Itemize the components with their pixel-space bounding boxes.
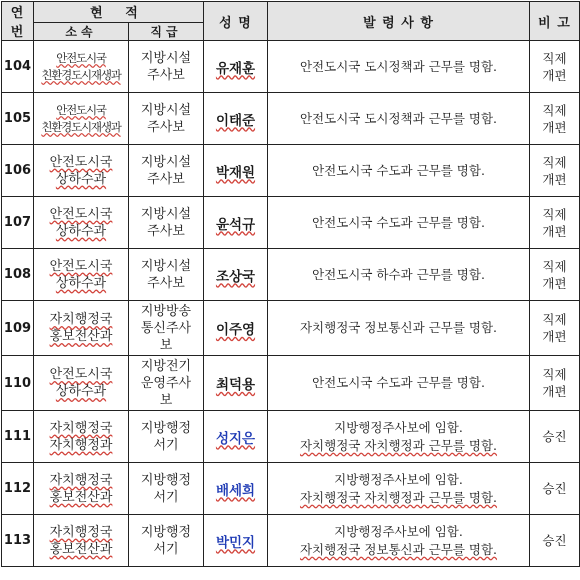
header-row-top: [2, 2, 580, 23]
order-line-2: 자치행정국 자치행정과 근무를 명함.: [299, 489, 498, 505]
current-department: [34, 249, 129, 301]
remark-line-2: 개편: [542, 171, 567, 187]
grade-line-2: 주사보: [147, 223, 185, 239]
order-line-1: 안전도시국 하수과 근무를 명함.: [312, 266, 485, 282]
grade-line-2: 주사보: [147, 171, 185, 187]
remark-line-1: 직제: [542, 258, 567, 274]
serial-number: 113: [2, 515, 34, 567]
department-division: 친환경도시재생과: [41, 119, 121, 134]
order-details: [268, 301, 530, 356]
grade-line-3: 보: [159, 392, 173, 408]
current-grade: [129, 356, 204, 411]
remarks: [530, 197, 580, 249]
employee-name: 이태준: [204, 93, 268, 145]
current-grade: [129, 515, 204, 567]
header-current-post: 현 적: [34, 2, 204, 23]
grade-line-1: 지방전기: [140, 358, 192, 374]
order-details: [268, 197, 530, 249]
grade-line-2: 서기: [153, 437, 179, 453]
header-note: 비 고: [530, 2, 580, 41]
remark-line-1: 직제: [542, 206, 567, 222]
header-grade: 직급: [129, 22, 204, 40]
header-order: 발 령 사 항: [268, 2, 530, 41]
grade-line-2: 주사보: [147, 275, 185, 291]
serial-number: 106: [2, 145, 34, 197]
department-division: 홍보전산과: [49, 489, 113, 505]
serial-number: 110: [2, 356, 34, 411]
department-division: 상하수과: [55, 171, 107, 187]
order-line-1: 안전도시국 수도과 근무를 명함.: [312, 162, 485, 178]
order-details: [268, 515, 530, 567]
grade-line-2: 서기: [153, 489, 179, 505]
order-line-1: 지방행정주사보에 임함.: [334, 523, 463, 539]
serial-number: 112: [2, 463, 34, 515]
remark-line-1: 직제: [542, 102, 567, 118]
serial-number: 111: [2, 411, 34, 463]
order-line-1: 지방행정주사보에 임함.: [334, 471, 463, 487]
grade-line-1: 지방시설: [140, 154, 192, 170]
employee-name: 최덕용: [204, 356, 268, 411]
grade-line-1: 지방행정: [140, 524, 192, 540]
department-bureau: 안전도시국: [49, 367, 113, 382]
department-division: 자치행정과: [49, 437, 113, 453]
department-bureau: 안전도시국: [49, 206, 113, 222]
serial-number: 105: [2, 93, 34, 145]
remark-line-1: 승진: [542, 533, 567, 548]
table-row: [2, 356, 580, 411]
department-division: 상하수과: [55, 223, 107, 239]
table-row: [2, 145, 580, 197]
employee-name: 박민지: [204, 515, 268, 567]
table-row: [2, 249, 580, 301]
current-grade: [129, 145, 204, 197]
department-bureau: 안전도시국: [49, 258, 113, 274]
serial-number: 107: [2, 197, 34, 249]
department-division: 상하수과: [55, 275, 107, 291]
order-line-1: 지방행정주사보에 임함.: [334, 419, 463, 435]
remark-line-1: 직제: [542, 50, 567, 66]
department-division: 상하수과: [55, 384, 107, 399]
department-bureau: 안전도시국: [56, 102, 106, 117]
grade-line-1: 지방시설: [140, 258, 192, 274]
grade-line-1: 지방시설: [140, 206, 192, 222]
department-division: 홍보전산과: [49, 541, 113, 557]
current-department: [34, 93, 129, 145]
remarks: [530, 301, 580, 356]
remark-line-2: 개편: [542, 223, 567, 239]
current-department: [34, 41, 129, 93]
serial-number: 108: [2, 249, 34, 301]
remark-line-1: 직제: [542, 367, 567, 382]
department-division: 친환경도시재생과: [41, 67, 121, 82]
grade-line-2: 서기: [153, 541, 179, 557]
current-department: [34, 411, 129, 463]
current-grade: [129, 93, 204, 145]
grade-line-3: 보: [159, 337, 173, 353]
table-row: [2, 515, 580, 567]
remarks: [530, 356, 580, 411]
order-details: [268, 41, 530, 93]
remark-line-2: 개편: [542, 67, 567, 83]
current-grade: [129, 301, 204, 356]
current-department: [34, 463, 129, 515]
grade-line-2: 통신주사: [140, 320, 192, 336]
remark-line-2: 개편: [542, 329, 567, 344]
order-line-2: 자치행정국 정보통신과 근무를 명함.: [299, 541, 498, 557]
remarks: [530, 411, 580, 463]
order-details: [268, 463, 530, 515]
remark-line-1: 직제: [542, 312, 567, 327]
order-line-2: 자치행정국 자치행정과 근무를 명함.: [299, 437, 498, 453]
grade-line-1: 지방시설: [140, 50, 192, 66]
current-grade: [129, 197, 204, 249]
order-line-1: 안전도시국 도시정책과 근무를 명함.: [299, 58, 498, 74]
remark-line-2: 개편: [542, 275, 567, 291]
employee-name: 조상국: [204, 249, 268, 301]
order-details: [268, 145, 530, 197]
current-grade: [129, 411, 204, 463]
order-details: [268, 249, 530, 301]
grade-line-1: 지방행정: [140, 472, 192, 488]
current-grade: [129, 41, 204, 93]
current-grade: [129, 463, 204, 515]
department-bureau: 자치행정국: [49, 312, 113, 327]
current-department: [34, 356, 129, 411]
remark-line-2: 개편: [542, 384, 567, 399]
order-line-1: 안전도시국 도시정책과 근무를 명함.: [299, 110, 498, 126]
table-row: [2, 93, 580, 145]
employee-name: 유재훈: [204, 41, 268, 93]
current-department: [34, 145, 129, 197]
grade-line-2: 운영주사: [140, 375, 192, 391]
order-details: [268, 356, 530, 411]
employee-name: 윤석규: [204, 197, 268, 249]
order-details: [268, 93, 530, 145]
table-row: [2, 411, 580, 463]
current-department: [34, 197, 129, 249]
remarks: [530, 249, 580, 301]
table-row: [2, 197, 580, 249]
employee-name: 배세희: [204, 463, 268, 515]
table-body: [2, 41, 580, 567]
remarks: [530, 515, 580, 567]
table-row: [2, 301, 580, 356]
header-department: 소속: [34, 22, 129, 40]
department-bureau: 자치행정국: [49, 472, 113, 488]
remark-line-1: 승진: [542, 481, 567, 496]
employee-name: 이주영: [204, 301, 268, 356]
remarks: [530, 145, 580, 197]
personnel-order-table: [1, 1, 580, 567]
employee-name: 성지은: [204, 411, 268, 463]
order-line-1: 안전도시국 수도과 근무를 명함.: [312, 375, 485, 390]
table-row: [2, 463, 580, 515]
order-line-1: 안전도시국 수도과 근무를 명함.: [312, 214, 485, 230]
header-serial-number: 연 번: [2, 2, 34, 41]
department-bureau: 자치행정국: [49, 420, 113, 436]
order-line-1: 자치행정국 정보통신과 근무를 명함.: [299, 320, 498, 335]
employee-name: 박재원: [204, 145, 268, 197]
department-division: 홍보전산과: [49, 329, 113, 344]
department-bureau: 안전도시국: [56, 50, 106, 65]
serial-number: 104: [2, 41, 34, 93]
order-details: [268, 411, 530, 463]
remark-line-1: 직제: [542, 154, 567, 170]
header-name: 성 명: [204, 2, 268, 41]
department-bureau: 안전도시국: [49, 154, 113, 170]
grade-line-2: 주사보: [147, 67, 185, 83]
remark-line-2: 개편: [542, 119, 567, 135]
serial-number: 109: [2, 301, 34, 356]
remarks: [530, 93, 580, 145]
grade-line-1: 지방시설: [140, 102, 192, 118]
table-row: [2, 41, 580, 93]
grade-line-1: 지방행정: [140, 420, 192, 436]
remarks: [530, 463, 580, 515]
current-department: [34, 301, 129, 356]
current-grade: [129, 249, 204, 301]
grade-line-1: 지방방송: [140, 303, 192, 319]
remarks: [530, 41, 580, 93]
grade-line-2: 주사보: [147, 119, 185, 135]
department-bureau: 자치행정국: [49, 524, 113, 540]
current-department: [34, 515, 129, 567]
remark-line-1: 승진: [542, 429, 567, 444]
